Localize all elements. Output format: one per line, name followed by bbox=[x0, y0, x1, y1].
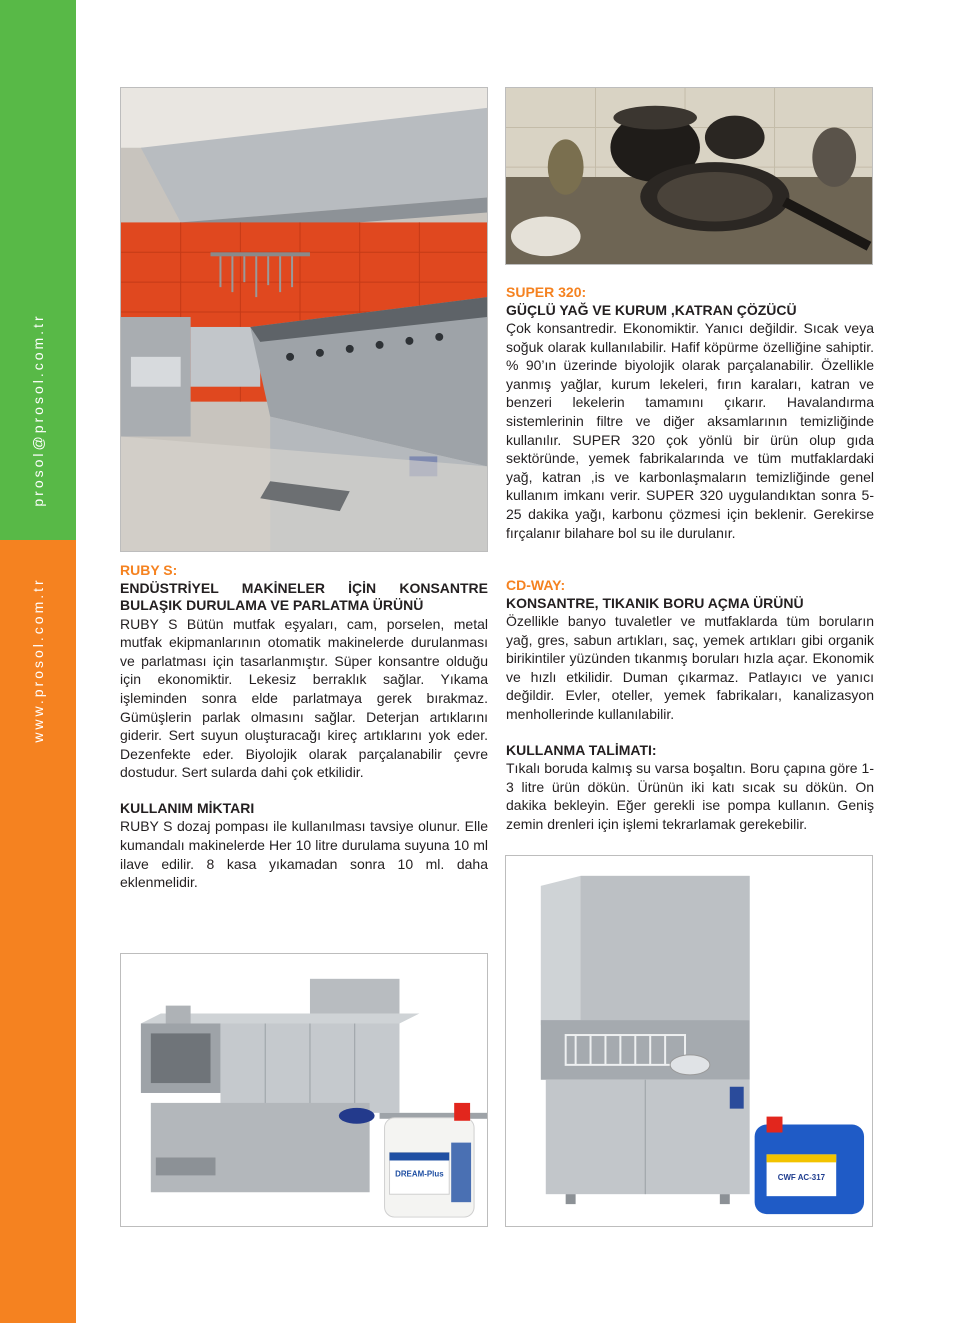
super320-subtitle: GÜÇLÜ YAĞ VE KURUM ,KATRAN ÇÖZÜCÜ bbox=[506, 301, 797, 318]
conveyor-dishwasher-photo bbox=[120, 953, 488, 1227]
ruby-usage-title: KULLANIM MİKTARI bbox=[120, 799, 255, 816]
hood-dishwasher-photo bbox=[505, 855, 873, 1227]
super320-name: SUPER 320: bbox=[506, 284, 587, 300]
cdway-section bbox=[506, 576, 874, 834]
cdway-name: CD-WAY: bbox=[506, 577, 566, 593]
cdway-description: Özellikle banyo tuvaletler ve mutfaklarda tüm boruların yağ, gres, sabun artıkları, saç, yemek artıkları gibi organik birikintiler yüzünden tıkanmış boruları hızla açar. Ekonomik ve hızlı etkilidir. Duman çıkarmaz. Patlayıcı ve yanıcı değildir. Evler, oteller, yemek fabrikaları, kanalizasyon menhollerinde kullanılabilir. bbox=[506, 613, 874, 723]
kitchen-photo bbox=[120, 87, 488, 552]
sidebar-email: prosol@prosol.com.tr bbox=[30, 313, 46, 507]
dirty-stove-photo bbox=[505, 87, 873, 265]
canister-left-label: DREAM-Plus bbox=[395, 1169, 444, 1179]
cdway-subtitle: KONSANTRE, TIKANIK BORU AÇMA ÜRÜNÜ bbox=[506, 594, 804, 611]
cdway-instructions-title: KULLANMA TALİMATI: bbox=[506, 741, 657, 758]
super320-description: Çok konsantredir. Ekonomiktir. Yanıcı değildir. Sıcak veya soğuk olarak kullanılabilir. Hafif köpürme özelliğine sahiptir. % 90’ın üzerinde biyolojik olarak parçalanabilir. Özellikle yanmış yağlar, kurum lekeleri, fırın karaları, katran ve benzeri lekelerin tamamını çıkarır. Havalandırma sistemlerinin filtre ve diğer aksamlarının temizliğinde kullanılır. SUPER 320 çok yönlü bir ürün olup gıda sektöründe, yemek fabrikalarında ve tüm mutfaklardaki yağ, katran ,is ve karbonlaşmaların temizliğinde genel kullanım imkanı verir. SUPER 320 uygulandıktan sonra 5-25 dakika yağı, karbonu çözmesi için beklenir. Gerekirse fırçalanır bilahare bol su ile durulanır. bbox=[506, 320, 874, 541]
sidebar-website: www.prosol.com.tr bbox=[30, 577, 46, 743]
ruby-name: RUBY S: bbox=[120, 562, 178, 578]
cdway-instructions-text: Tıkalı boruda kalmış su varsa boşaltın. Boru çapına göre 1-3 litre ürün dökün. Ürünün iki katı sıcak su dökün. On dakika bekleyin. Eğer gerekli ise pompa kullanın. Geniş zemin drenleri için işlemi tekrarlamak gerekebilir. bbox=[506, 760, 874, 832]
ruby-usage-text: RUBY S dozaj pompası ile kullanılması tavsiye olunur. Elle kumandalı makinelerde Her 10 litre durulama suyuna 10 ml ilave edilir. 8 kasa yıkamadan sonra 10 ml. daha eklenmelidir. bbox=[120, 818, 488, 891]
ruby-section bbox=[120, 561, 488, 892]
canister-right-label: CWF AC-317 bbox=[777, 1173, 826, 1183]
ruby-subtitle: ENDÜSTRİYEL MAKİNELER İÇİN KONSANTRE BULAŞIK DURULAMA VE PARLATMA ÜRÜNÜ bbox=[120, 579, 488, 614]
super320-section bbox=[506, 283, 874, 542]
ruby-description: RUBY S Bütün mutfak eşyaları, cam, porselen, metal mutfak ekipmanlarının otomatik makinelerde durulanması ve parlatması için tasarlanmıştır. Süper konsantre olduğu için ekonomiktir. Lekesiz berraklık sağlar. Yıkama işleminden sonra elde parlatmaya gerek bırakmaz. Gümüşlerin parlak olmasını sağlar. Deterjan artıklarını giderir. Sert suyun oluşturacağı kireç artıklarını yok eder. Dezenfekte eder. Biyolojik olarak parçalanabilir çevre dostudur. Sert sularda dahi çok etkilidir. bbox=[120, 615, 488, 781]
